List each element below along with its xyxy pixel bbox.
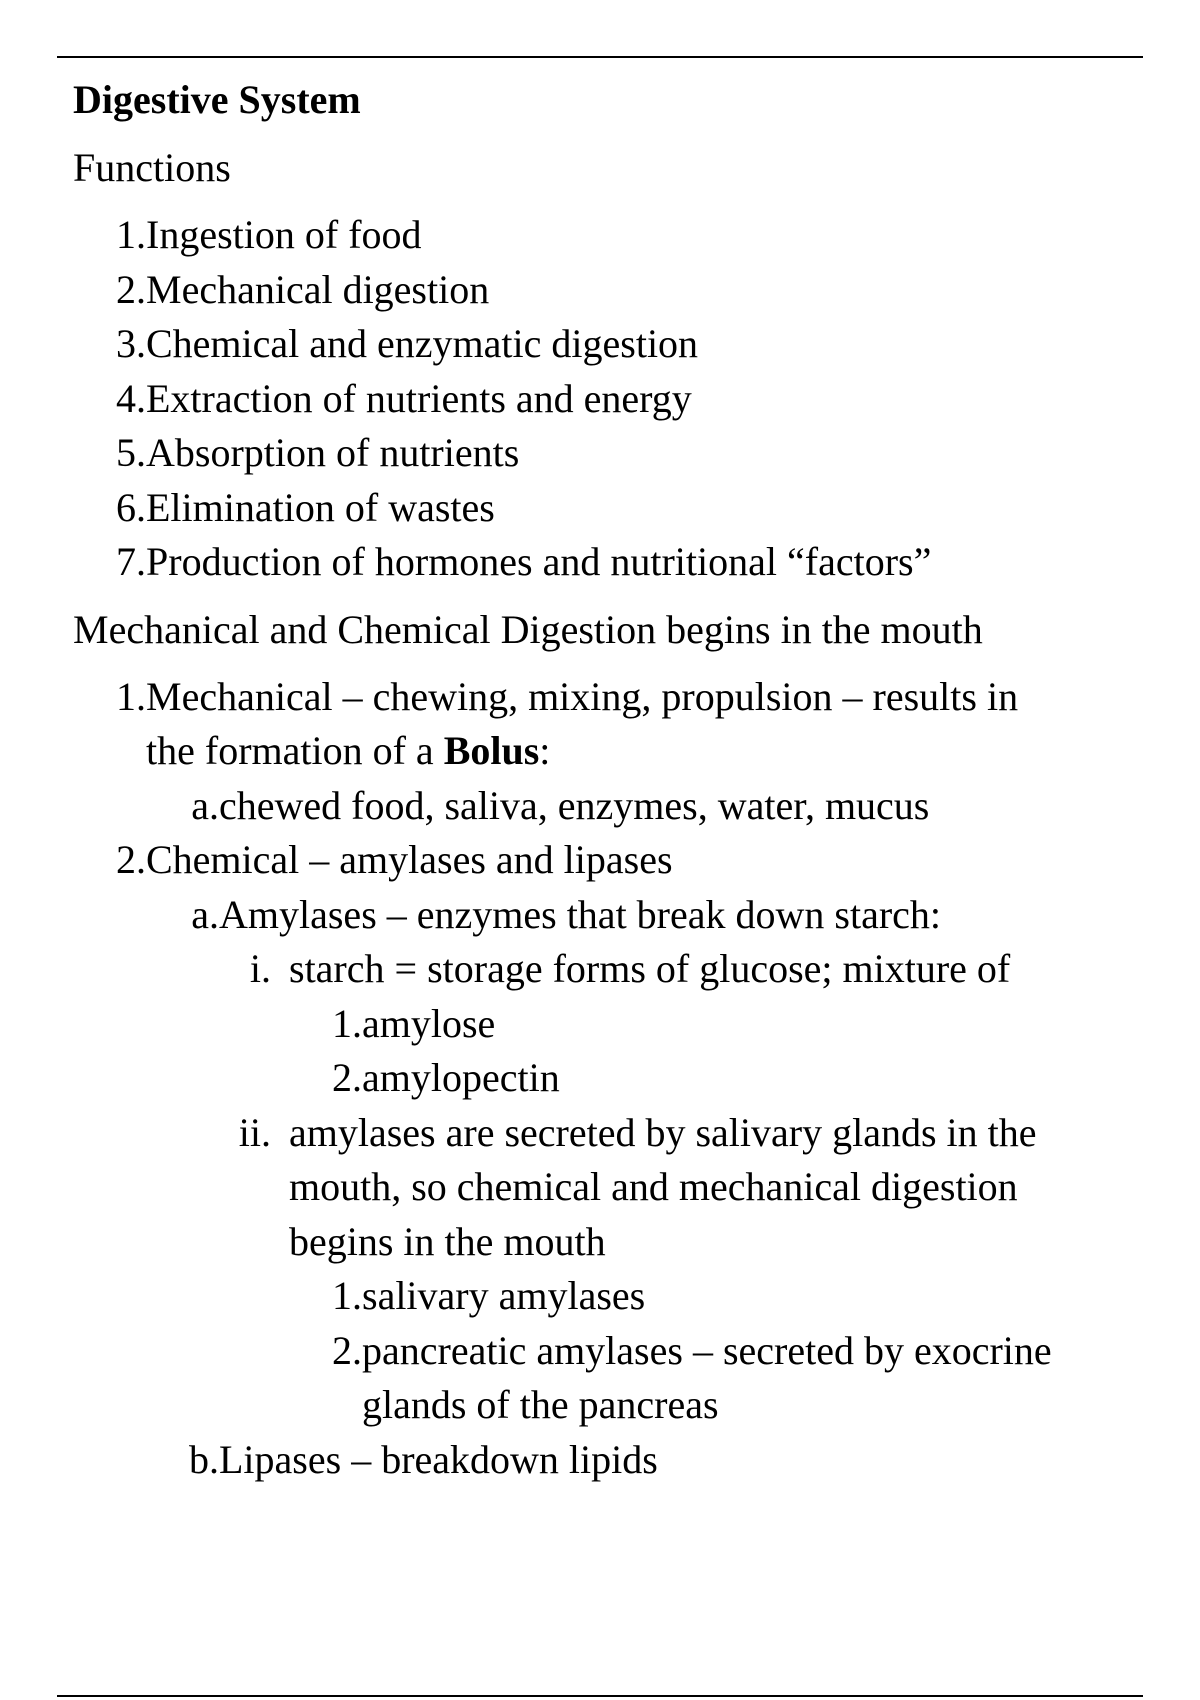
list-item-continuation: the formation of a Bolus:	[146, 728, 551, 773]
list-item: 4. Extraction of nutrients and energy	[116, 375, 692, 421]
digestion-heading: Mechanical and Chemical Digestion begins in the mouth	[73, 606, 983, 652]
functions-heading: Functions	[73, 145, 231, 190]
sub-item-lipases: b. Lipases – breakdown lipids	[189, 1436, 658, 1482]
nested-item: 1. salivary amylases	[332, 1273, 646, 1318]
list-item: 2. Mechanical digestion	[116, 266, 490, 312]
nested-item: 2. amylopectin	[332, 1055, 560, 1100]
bottom-rule	[57, 1695, 1143, 1697]
roman-item-continuation: begins in the mouth	[289, 1218, 606, 1264]
document-body	[73, 72, 1153, 1487]
sub-item-amylases: a. Amylases – enzymes that break down starch:	[191, 891, 942, 937]
list-item: 1. Ingestion of food	[116, 212, 422, 257]
list-item: 5. Absorption of nutrients	[116, 430, 520, 475]
roman-item: ii. amylases are secreted by salivary glands in the	[238, 1109, 1037, 1155]
roman-item: i. starch = storage forms of glucose; mixture of	[249, 946, 1011, 991]
functions-list	[73, 208, 1153, 590]
nested-item: 2. pancreatic amylases – secreted by exocrine	[332, 1327, 1052, 1373]
list-item: 3. Chemical and enzymatic digestion	[116, 321, 699, 366]
list-item-mechanical: 1. Mechanical – chewing, mixing, propulsion – results in	[116, 673, 1019, 719]
roman-item-continuation: mouth, so chemical and mechanical digestion	[289, 1164, 1018, 1209]
sub-item: a. chewed food, saliva, enzymes, water, mucus	[191, 782, 930, 828]
list-item: 7. Production of hormones and nutritional “factors”	[116, 539, 932, 584]
digestion-list	[73, 670, 1153, 1488]
top-rule	[57, 56, 1143, 58]
bolus-term: Bolus	[443, 728, 540, 773]
document-title: Digestive System	[73, 77, 361, 122]
nested-item-continuation: glands of the pancreas	[362, 1382, 719, 1427]
list-item-chemical: 2. Chemical – amylases and lipases	[116, 837, 673, 882]
nested-item: 1. amylose	[332, 1000, 496, 1046]
list-item: 6. Elimination of wastes	[116, 484, 495, 530]
